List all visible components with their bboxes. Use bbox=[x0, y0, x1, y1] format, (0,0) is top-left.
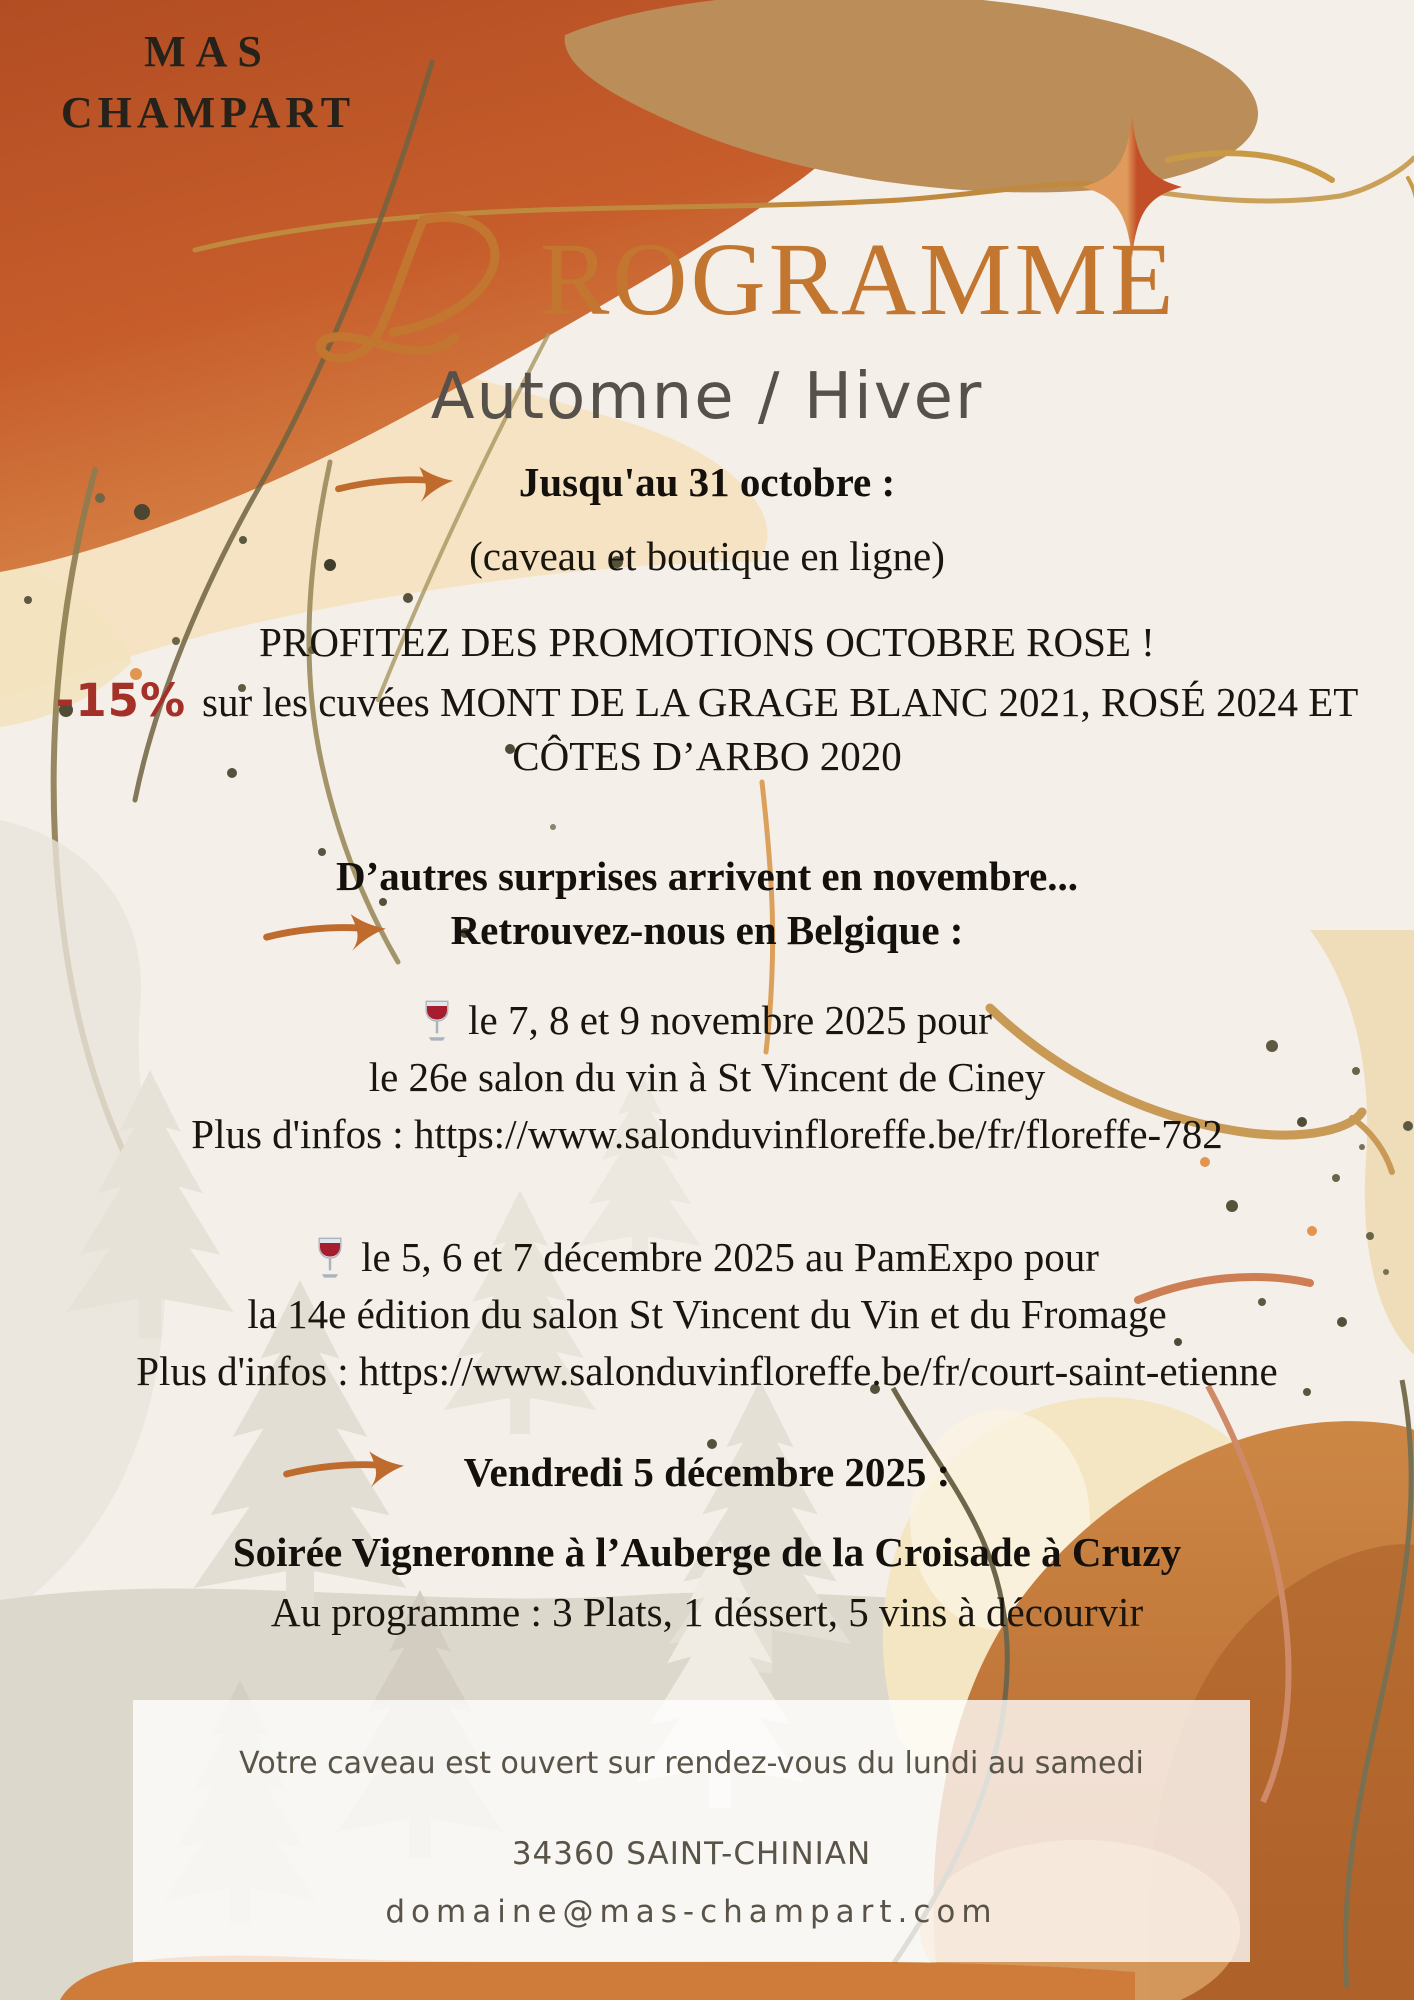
footer-address: 34360 SAINT-CHINIAN bbox=[511, 1836, 872, 1872]
promo-line1: PROFITEZ DES PROMOTIONS OCTOBRE ROSE ! bbox=[259, 619, 1155, 665]
page-title: ROGRAMME bbox=[540, 222, 1177, 337]
page-subtitle: Automne / Hiver bbox=[430, 360, 984, 434]
event1-line2: le 26e salon du vin à St Vincent de Ciney bbox=[368, 1054, 1046, 1100]
wine-glass-icon bbox=[422, 1000, 452, 1042]
octobre-subheading: (caveau et boutique en ligne) bbox=[469, 533, 945, 579]
discount-badge: -15% bbox=[55, 674, 187, 727]
wine-glass-icon bbox=[315, 1237, 345, 1279]
promo-line2-text: sur les cuvées MONT DE LA GRAGE BLANC 2021, ROSÉ 2024 ET bbox=[202, 679, 1359, 725]
octobre-heading: Jusqu'au 31 octobre : bbox=[518, 459, 896, 505]
novembre-teaser: D’autres surprises arrivent en novembre... bbox=[335, 853, 1079, 899]
decembre-heading: Vendredi 5 décembre 2025 : bbox=[463, 1449, 951, 1495]
decembre-event-details: Au programme : 3 Plats, 1 déssert, 5 vins à décourvir bbox=[270, 1589, 1144, 1635]
script-initial-p bbox=[295, 208, 545, 363]
event2-line2: la 14e édition du salon St Vincent du Vin et du Fromage bbox=[247, 1291, 1167, 1337]
decembre-event-title: Soirée Vigneronne à l’Auberge de la Croisade à Cruzy bbox=[232, 1529, 1182, 1575]
footer-hours: Votre caveau est ouvert sur rendez-vous du lundi au samedi bbox=[239, 1746, 1144, 1781]
event2-line1: le 5, 6 et 7 décembre 2025 au PamExpo pour bbox=[0, 1233, 1414, 1282]
brand-line2: CHAMPART bbox=[60, 88, 356, 137]
event1-info: Plus d'infos : https://www.salonduvinfloreffe.be/fr/floreffe-782 bbox=[191, 1111, 1223, 1157]
event1-line1: le 7, 8 et 9 novembre 2025 pour bbox=[0, 996, 1414, 1045]
footer-panel bbox=[133, 1700, 1250, 1962]
event2-info: Plus d'infos : https://www.salonduvinfloreffe.be/fr/court-saint-etienne bbox=[136, 1348, 1278, 1394]
promo-line2 bbox=[0, 674, 1414, 728]
novembre-heading: Retrouvez-nous en Belgique : bbox=[450, 907, 964, 953]
footer-email: domaine@mas-champart.com bbox=[385, 1894, 998, 1930]
brand-line1: MAS bbox=[144, 27, 272, 76]
promo-line3: CÔTES D’ARBO 2020 bbox=[512, 733, 902, 779]
brand-logo bbox=[28, 27, 388, 137]
